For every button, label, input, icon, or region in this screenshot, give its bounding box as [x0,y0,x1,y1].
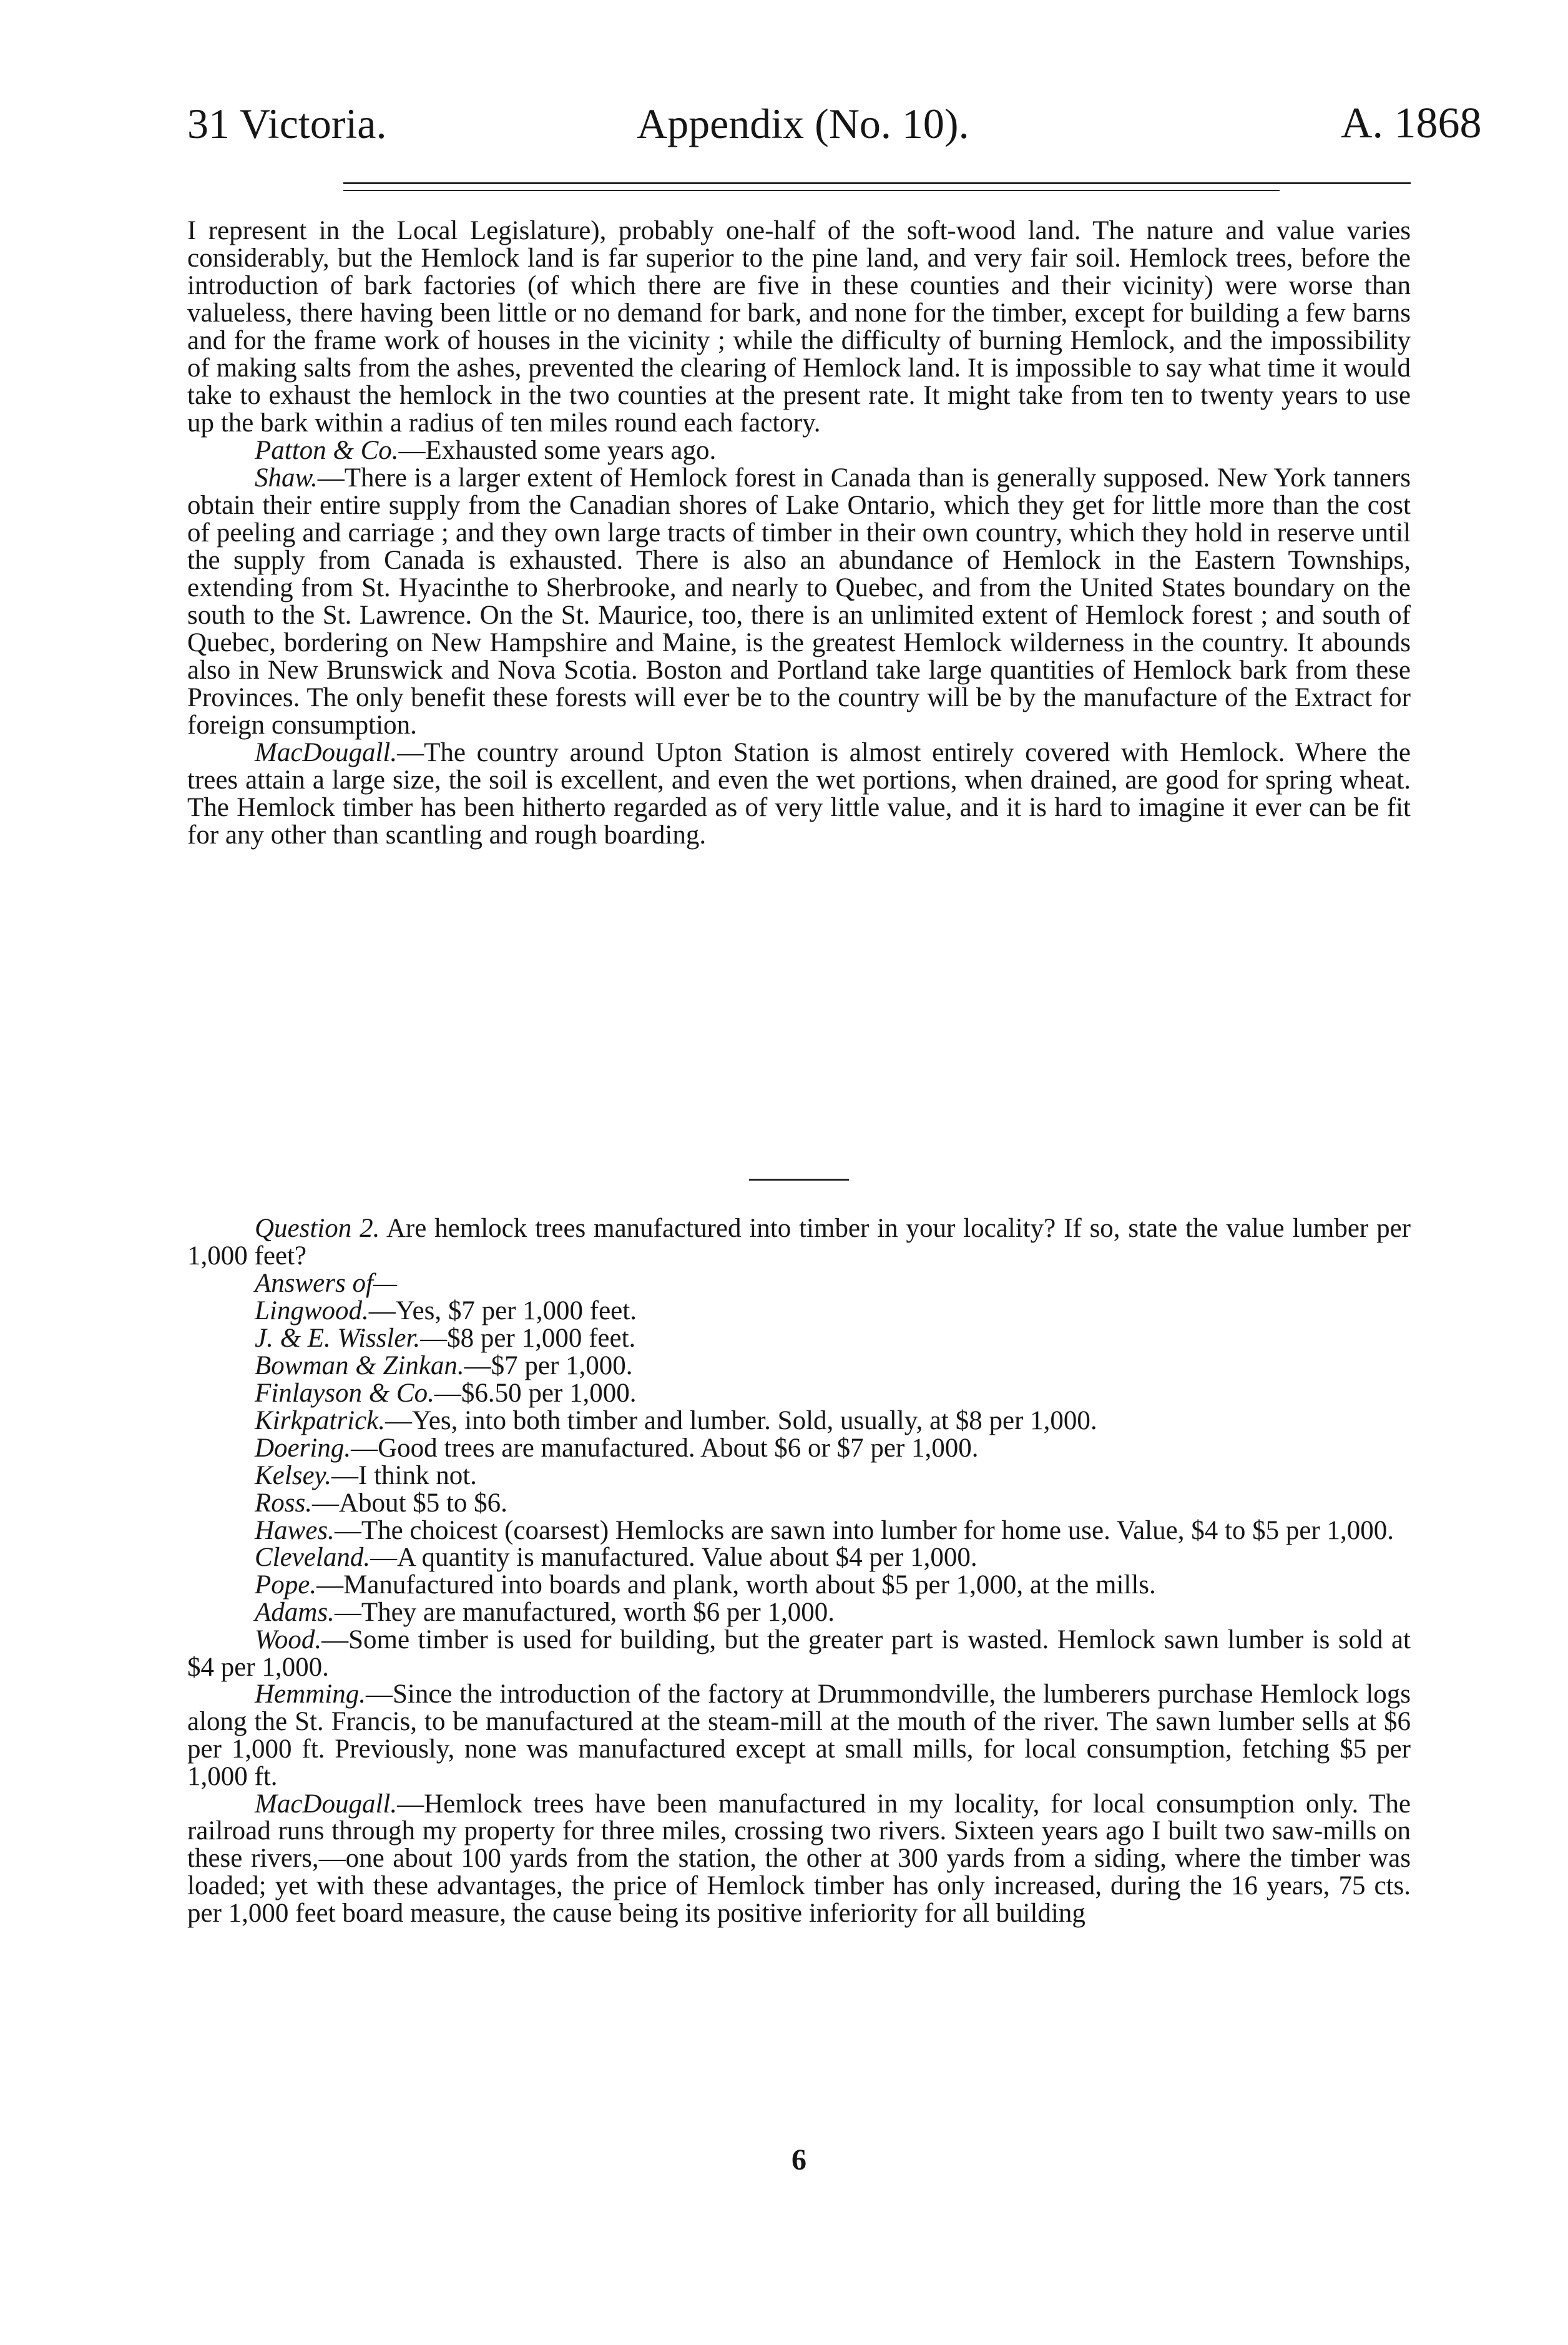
answer-line [187,1380,1411,1407]
respondent-name: Pope. [255,1570,317,1600]
answer-text: —Good trees are manufactured. About $6 or $7 per 1,000. [351,1433,979,1463]
header-rule-top [343,182,1411,184]
answer-text: —Some timber is used for building, but the greater part is wasted. Hemlock sawn lumber is sold at $4 per 1,000. [187,1625,1411,1682]
question-text: Are hemlock trees manufactured into timber in your locality? If so, state the value lumber per 1,000 feet? [187,1214,1411,1271]
answer-patton [187,437,1411,465]
answer-paragraph [187,1517,1411,1545]
question-2-section [187,1215,1411,1927]
answer-paragraph [187,1544,1411,1571]
respondent-name: Bowman & Zinkan. [255,1350,464,1380]
answer-line [187,1490,1411,1517]
answer-line [187,1435,1411,1462]
respondent-name: Lingwood. [255,1295,369,1325]
answers-heading: Answers of— [255,1268,398,1298]
answer-line [187,1407,1411,1435]
page-number: 6 [791,2143,806,2176]
respondent-name: Doering. [255,1433,351,1463]
running-head-appendix: Appendix (No. 10). [637,100,969,147]
running-head-session: 31 Victoria. [187,100,387,147]
answer-paragraph [187,1626,1411,1681]
answer-line [187,1352,1411,1380]
answer-text: —There is a larger extent of Hemlock forest in Canada than is generally supposed. New York tanners obtain their entire supply from the Canadian shores of Lake Ontario, which they get for little more than the cost of peeling and carriage ; and they own large tracts of timber in their own country, which they hold in reserve until the supply from Canada is exhausted. There is also an abundance of Hemlock in the Eastern Townships, extending from St. Hyacinthe to Sherbrooke, and nearly to Quebec, and from the United States boundary on the south to the St. Lawrence. On the St. Maurice, too, there is an unlimited extent of Hemlock forest ; and south of Quebec, bordering on New Hampshire and Maine, is the greatest Hemlock wilderness in the country. It abounds also in New Brunswick and Nova Scotia. Boston and Portland take large quantities of Hemlock bark from these Provinces. The only benefit these forests will ever be to the country will be by the manufacture of the Extract for foreign consumption. [187,463,1411,740]
respondent-name: Finlayson & Co. [255,1378,434,1408]
answer-text: —$8 per 1,000 feet. [420,1323,636,1353]
respondent-name: Shaw. [255,463,318,493]
header-rule-bottom [343,190,1280,191]
answer-text: —About $5 to $6. [311,1488,507,1518]
question-1-answers [187,217,1411,849]
answer-text: —The choicest (coarsest) Hemlocks are sawn into lumber for home use. Value, $4 to $5 per 1,000. [334,1515,1394,1545]
answer-text: —A quantity is manufactured. Value about $4 per 1,000. [370,1543,978,1573]
answer-text: —$7 per 1,000. [464,1350,633,1380]
running-head-year: A. 1868 [1341,99,1482,147]
section-divider [749,1179,849,1181]
answer-text: —Since the introduction of the factory at Drummondville, the lumberers purchase Hemlock logs along the St. Francis, to be manufactured at the steam-mill at the mouth of the river. The sawn lumber sells at $6 per 1,000 ft. Previously, none was manufactured except at small mills, for local consumption, fetching $5 per 1,000 ft. [187,1679,1411,1791]
answer-paragraph [187,1681,1411,1790]
answer-continuation [187,217,1411,437]
answer-paragraph [187,1599,1411,1626]
respondent-name: Cleveland. [255,1543,371,1573]
respondent-name: Adams. [255,1597,335,1627]
answer-text: I represent in the Local Legislature), probably one-half of the soft-wood land. The nature and value varies considerably, but the Hemlock land is far superior to the pine land, and very fair soil. Hemlock trees, before the introduction of bark factories (of which there are five in these counties and their vicinity) were worse than valueless, there having been little or no demand for bark, and none for the timber, except for building a few barns and for the frame work of houses in the vicinity ; while the difficulty of burning Hemlock, and the impossibility of making salts from the ashes, prevented the clearing of Hemlock land. It is impossible to say what time it would take to exhaust the hemlock in the two counties at the present rate. It might take from ten to twenty years to use up the bark within a radius of ten miles round each factory. [187,216,1411,438]
answer-text: —Exhausted some years ago. [398,436,717,465]
respondent-name: Patton & Co. [255,436,399,465]
respondent-name: Kirkpatrick. [255,1405,385,1435]
answer-line [187,1462,1411,1490]
answer-text: —I think not. [331,1460,477,1490]
respondent-name: MacDougall. [255,738,398,767]
respondent-name: J. & E. Wissler. [255,1323,421,1353]
answer-shaw [187,465,1411,739]
answer-text: —They are manufactured, worth $6 per 1,000. [334,1597,835,1627]
answer-line [187,1325,1411,1352]
respondent-name: Wood. [255,1625,322,1654]
respondent-name: Ross. [255,1488,312,1518]
answer-macdougall [187,739,1411,849]
respondent-name: Kelsey. [255,1460,331,1490]
respondent-name: MacDougall. [255,1789,398,1819]
respondent-name: Hawes. [255,1515,335,1545]
question-label: Question 2. [255,1214,380,1243]
answer-paragraph [187,1571,1411,1599]
answer-text: —Yes, $7 per 1,000 feet. [368,1295,637,1325]
answer-text: —Hemlock trees have been manufactured in my locality, for local consumption only. The railroad runs through my property for three miles, crossing two rivers. Sixteen years ago I built two saw-mills on these rivers,—one about 100 yards from the station, the other at 300 yards from a siding, where the timber was loaded; yet with these advantages, the price of Hemlock timber has only increased, during the 16 years, 75 cts. per 1,000 feet board measure, the cause being its positive inferiority for all building [187,1789,1411,1928]
answer-line [187,1297,1411,1325]
answer-text: —The country around Upton Station is almost entirely covered with Hemlock. Where the trees attain a large size, the soil is excellent, and even the wet portions, when drained, are good for spring wheat. The Hemlock timber has been hitherto regarded as of very little value, and it is hard to imagine it ever can be fit for any other than scantling and rough boarding. [187,738,1411,850]
answer-text: —Manufactured into boards and plank, worth about $5 per 1,000, at the mills. [316,1570,1156,1600]
respondent-name: Hemming. [255,1679,366,1709]
answer-paragraph [187,1791,1411,1927]
answer-text: —Yes, into both timber and lumber. Sold, usually, at $8 per 1,000. [385,1405,1097,1435]
answer-text: —$6.50 per 1,000. [434,1378,637,1408]
question-2 [187,1215,1411,1270]
